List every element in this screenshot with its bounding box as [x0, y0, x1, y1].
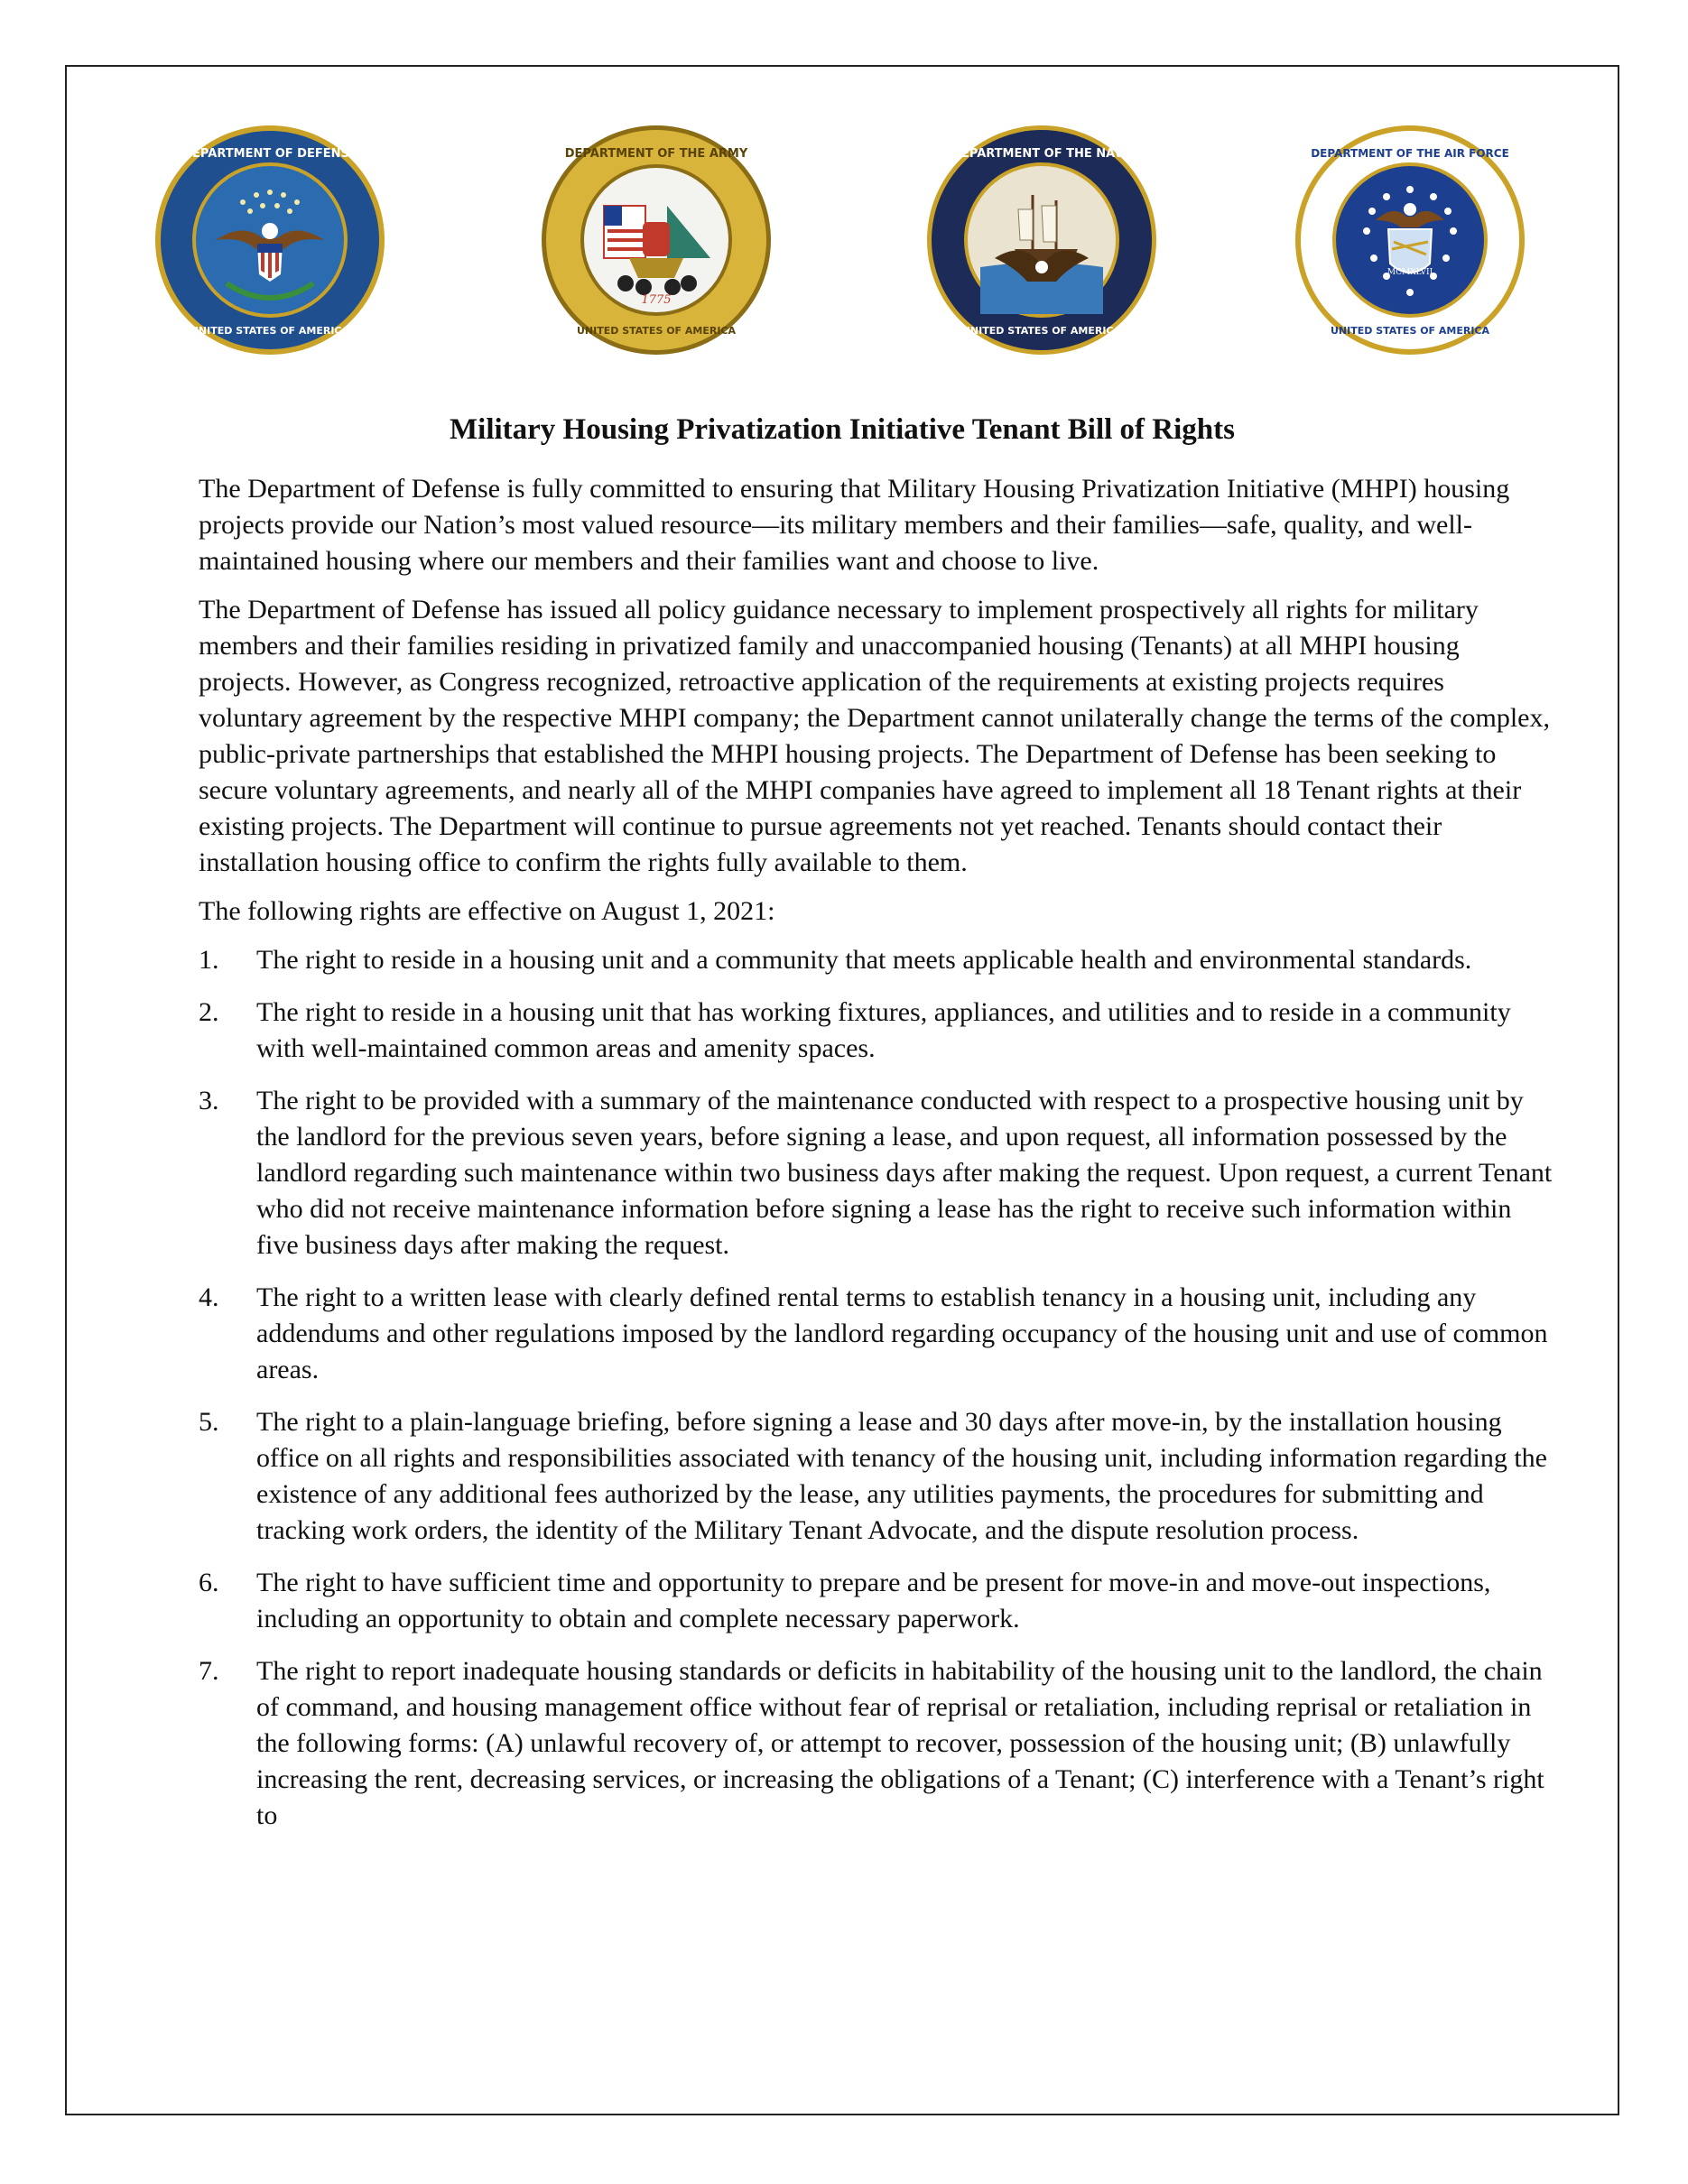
- right-text: The right to reside in a housing unit that has working fixtures, appliances, and utilities and to reside in a community with well-maintained common areas and amenity spaces.: [256, 997, 1511, 1063]
- right-number: 1.: [199, 945, 219, 975]
- right-item: [199, 1404, 1553, 1549]
- right-item: [199, 942, 1553, 978]
- army-seal-year: 1775: [641, 293, 672, 307]
- seal-row: [67, 123, 1618, 357]
- right-item: [199, 1280, 1553, 1388]
- right-number: 7.: [199, 1656, 219, 1686]
- dod-seal: [153, 123, 387, 357]
- page-border: [65, 65, 1619, 2115]
- air-force-seal-top-text: DEPARTMENT OF THE AIR FORCE: [1311, 147, 1509, 160]
- army-seal-bottom-text: UNITED STATES OF AMERICA: [576, 325, 737, 337]
- right-number: 6.: [199, 1568, 219, 1597]
- right-item: [199, 1653, 1553, 1834]
- right-text: The right to have sufficient time and opportunity to prepare and be present for move-in and move-out inspections, including an opportunity to obtain and complete necessary paperwork.: [256, 1568, 1491, 1633]
- right-item: [199, 995, 1553, 1067]
- right-number: 5.: [199, 1407, 219, 1437]
- right-number: 4.: [199, 1282, 219, 1312]
- dod-seal-top-text: DEPARTMENT OF DEFENSE: [182, 147, 357, 161]
- dod-seal-graphic: [153, 123, 387, 357]
- dod-seal-bottom-text: UNITED STATES OF AMERICA: [190, 325, 350, 337]
- policy-paragraph: The Department of Defense has issued all policy guidance necessary to implement prospectively all rights for military members and their families residing in privatized family and unaccompanied housing (Tenants) at all MHPI housing projects. However, as Congress recognized, retroactive application of the requirements at existing projects requires voluntary agreement by the respective MHPI company; the Department cannot unilaterally change the terms of the complex, public-private partnerships that established the MHPI housing projects. The Department of Defense has been seeking to secure voluntary agreements, and nearly all of the MHPI companies have agreed to implement all 18 Tenant rights at their existing projects. The Department will continue to pursue agreements not yet reached. Tenants should contact their installation housing office to confirm the rights fully available to them.: [199, 595, 1550, 877]
- right-text: The right to a written lease with clearly defined rental terms to establish tenancy in a housing unit, including any addendums and other regulations imposed by the landlord regarding occupancy of the housing unit and use of common areas.: [256, 1282, 1548, 1384]
- right-text: The right to report inadequate housing standards or deficits in habitability of the housing unit to the landlord, the chain of command, and housing management office without fear of reprisal or retaliation, including reprisal or retaliation in the following forms: (A) unlawful recovery of, or attempt to recover, possession of the housing unit; (B) unlawfully increasing the rent, decreasing services, or increasing the obligations of a Tenant; (C) interference with a Tenant’s right to: [256, 1656, 1544, 1830]
- effective-date-paragraph: The following rights are effective on August 1, 2021:: [199, 896, 775, 926]
- navy-seal-graphic: [924, 123, 1159, 357]
- document-title: Military Housing Privatization Initiative Tenant Bill of Rights: [450, 413, 1235, 446]
- right-number: 3.: [199, 1086, 219, 1115]
- intro-paragraph: The Department of Defense is fully committed to ensuring that Military Housing Privatization Initiative (MHPI) housing projects provide our Nation’s most valued resource—its military members and their families—safe, quality, and well-maintained housing where our members and their families want and choose to live.: [199, 474, 1510, 576]
- army-seal-top-text: DEPARTMENT OF THE ARMY: [564, 147, 748, 161]
- air-force-seal: [1293, 123, 1527, 357]
- army-seal: [539, 123, 774, 357]
- right-text: The right to reside in a housing unit and a community that meets applicable health and environmental standards.: [256, 945, 1472, 975]
- air-force-seal-year: MCMXLVII: [1387, 268, 1433, 277]
- document-body: [199, 471, 1553, 1850]
- right-item: [199, 1565, 1553, 1637]
- navy-seal: [924, 123, 1159, 357]
- rights-list: [199, 942, 1553, 1834]
- army-seal-graphic: [539, 123, 774, 357]
- right-item: [199, 1083, 1553, 1263]
- right-text: The right to be provided with a summary of the maintenance conducted with respect to a prospective housing unit by the landlord for the previous seven years, before signing a lease, and upon request, all information possessed by the landlord regarding such maintenance within two business days after making the request. Upon request, a current Tenant who did not receive maintenance information before signing a lease has the right to receive such information within five business days after making the request.: [256, 1086, 1553, 1260]
- navy-seal-top-text: DEPARTMENT OF THE NAVY: [951, 147, 1132, 161]
- air-force-seal-graphic: [1293, 123, 1527, 357]
- air-force-seal-bottom-text: UNITED STATES OF AMERICA: [1330, 325, 1490, 337]
- right-number: 2.: [199, 997, 219, 1027]
- navy-seal-bottom-text: UNITED STATES OF AMERICA: [961, 325, 1122, 337]
- right-text: The right to a plain-language briefing, before signing a lease and 30 days after move-in, by the installation housing office on all rights and responsibilities associated with tenancy of the housing unit, including information regarding the existence of any additional fees authorized by the lease, any utilities payments, the procedures for submitting and tracking work orders, the identity of the Military Tenant Advocate, and the dispute resolution process.: [256, 1407, 1547, 1545]
